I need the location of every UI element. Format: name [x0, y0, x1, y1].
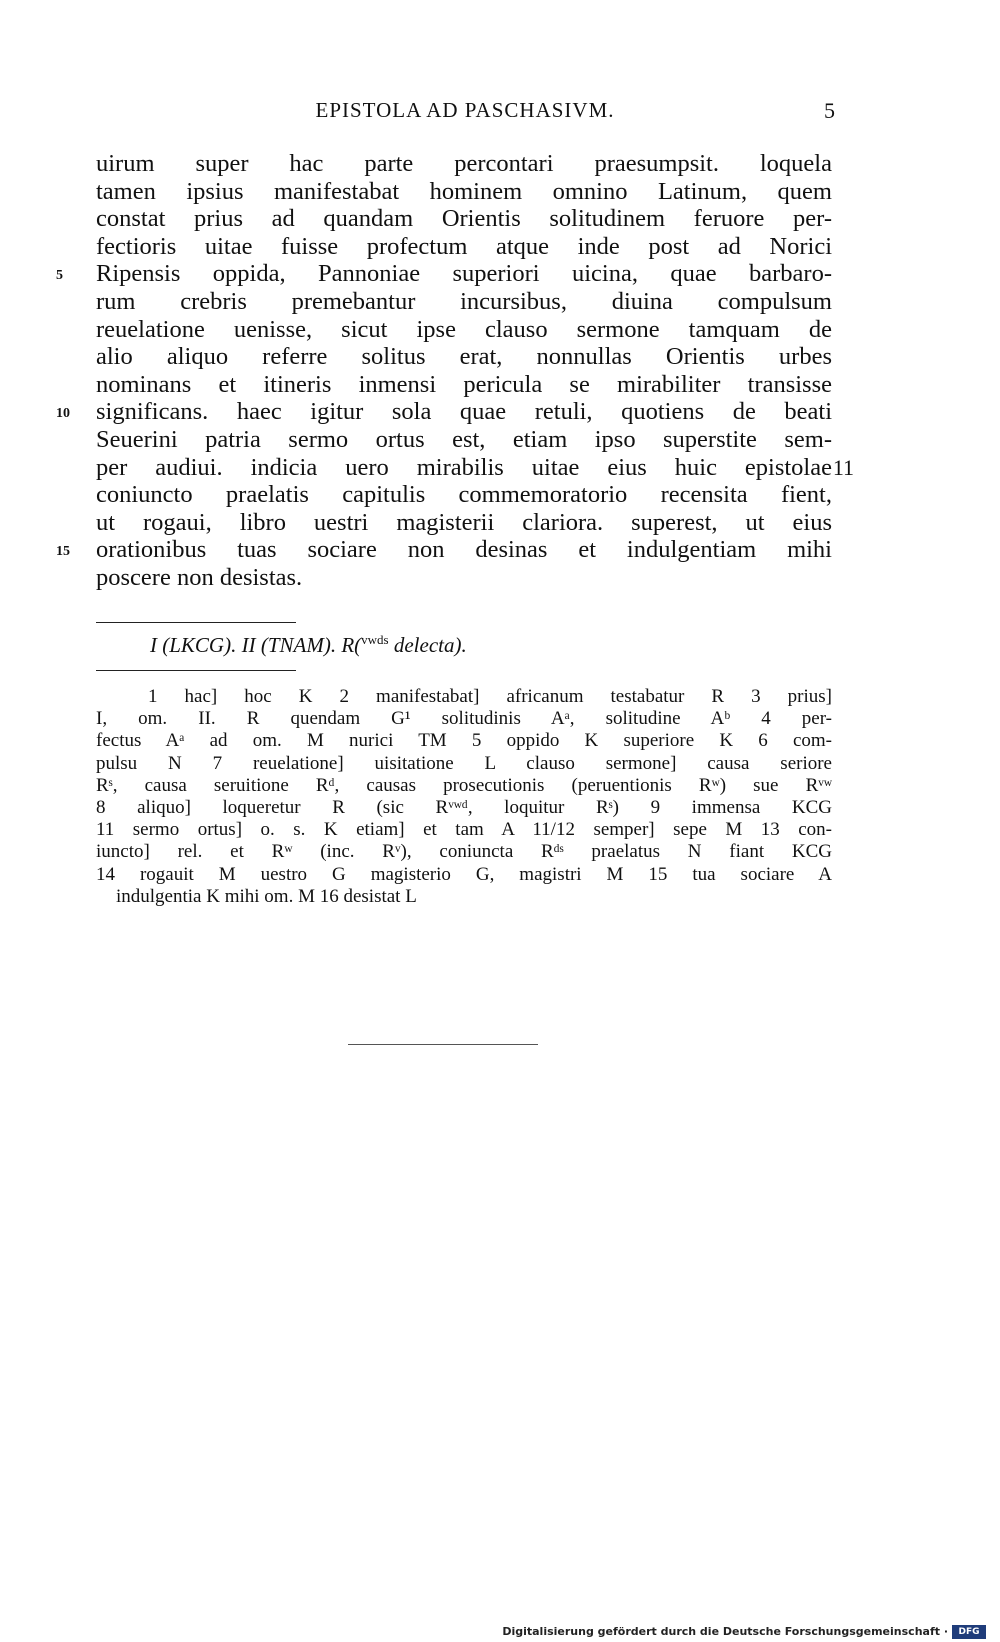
text-line	[96, 371, 832, 399]
text-line	[96, 453, 854, 482]
apparatus-line: pulsu N 7 reuelatione] uisitatione L clauso sermone] causa seriore	[96, 752, 832, 774]
text-line	[56, 260, 832, 288]
sigla-main: I (LKCG). II (TNAM). R(	[150, 633, 362, 657]
line-text: reuelatione uenisse, sicut ipse clauso sermone tamquam de	[96, 315, 832, 343]
text-line	[96, 564, 832, 592]
line-text: rum crebris premebantur incursibus, diuina compulsum	[96, 287, 832, 315]
line-text: per audiui. indicia uero mirabilis uitae eius huic epistolae	[96, 453, 832, 481]
dfg-logo: DFG	[952, 1625, 986, 1639]
line-number: 5	[56, 268, 63, 284]
page-header	[95, 98, 835, 128]
line-text: nominans et itineris inmensi pericula se mirabiliter transisse	[96, 370, 832, 398]
apparatus-line: iuncto] rel. et Rʷ (inc. Rᵛ), coniuncta Rᵈˢ praelatus N fiant KCG	[96, 841, 832, 863]
digitization-credit: Digitalisierung gefördert durch die Deutsche Forschungsgemeinschaft ·	[502, 1625, 948, 1638]
text-line	[56, 536, 832, 564]
text-line	[96, 205, 832, 233]
apparatus-line: 8 aliquo] loqueretur R (sic Rᵛʷᵈ, loquitur Rˢ) 9 immensa KCG	[96, 796, 832, 818]
sigla-rest: delecta).	[388, 633, 467, 657]
main-text	[56, 150, 854, 592]
page-number: 5	[824, 98, 835, 123]
text-line	[96, 426, 832, 454]
line-text: ut rogaui, libro uestri magisterii clariora. superest, ut eius	[96, 508, 832, 536]
line-number: 10	[56, 406, 70, 422]
line-text: constat prius ad quandam Orientis solitudinem feruore per-	[96, 205, 832, 233]
text-line	[96, 509, 832, 537]
line-number: 15	[56, 544, 70, 560]
text-line	[56, 398, 832, 426]
text-line	[96, 233, 832, 261]
apparatus-line: 11 sermo ortus] o. s. K etiam] et tam A 11/12 semper] sepe M 13 con-	[96, 819, 832, 841]
end-rule	[348, 1044, 538, 1045]
apparatus-line: I, om. II. R quendam G¹ solitudinis Aᵃ, solitudine Aᵇ 4 per-	[96, 708, 832, 730]
text-line	[96, 178, 832, 206]
line-text: significans. haec igitur sola quae retuli, quotiens de beati	[96, 398, 832, 426]
apparatus-line: 1 hac] hoc K 2 manifestabat] africanum testabatur R 3 prius]	[148, 686, 832, 707]
apparatus-line: indulgentia K mihi om. M 16 desistat L	[116, 885, 417, 907]
critical-apparatus	[96, 686, 832, 908]
text-line	[96, 316, 832, 344]
apparatus-line: Rˢ, causa seruitione Rᵈ, causas prosecutionis (peruentionis Rʷ) sue Rᵛʷ	[96, 774, 832, 796]
line-text: alio aliquo referre solitus erat, nonnullas Orientis urbes	[96, 343, 832, 371]
apparatus-line: fectus Aᵃ ad om. M nurici TM 5 oppido K superiore K 6 com-	[96, 730, 832, 752]
margin-chapter-number: 11	[832, 454, 854, 480]
line-text: Seuerini patria sermo ortus est, etiam ipso superstite sem-	[96, 425, 832, 453]
manuscript-sigla	[150, 632, 467, 658]
line-text: coniuncto praelatis capitulis commemoratorio recensita fient,	[96, 481, 832, 509]
line-text: Ripensis oppida, Pannoniae superiori uicina, quae barbaro-	[96, 260, 832, 288]
line-text: poscere non desistas.	[96, 563, 303, 591]
line-text: fectioris uitae fuisse profectum atque inde post ad Norici	[96, 232, 832, 260]
line-text: uirum super hac parte percontari praesumpsit. loquela	[96, 150, 832, 177]
apparatus-line: 14 rogauit M uestro G magisterio G, magistri M 15 tua sociare A	[96, 863, 832, 885]
text-line	[96, 288, 832, 316]
line-text: tamen ipsius manifestabat hominem omnino Latinum, quem	[96, 177, 832, 205]
divider-rule	[96, 622, 296, 623]
sigla-sup: vwds	[361, 632, 389, 647]
text-line	[96, 150, 832, 178]
line-text: orationibus tuas sociare non desinas et indulgentiam mihi	[96, 536, 832, 564]
divider-rule	[96, 670, 296, 671]
running-title: EPISTOLA AD PASCHASIVM.	[315, 98, 615, 122]
text-line	[96, 343, 832, 371]
text-line	[96, 481, 832, 509]
